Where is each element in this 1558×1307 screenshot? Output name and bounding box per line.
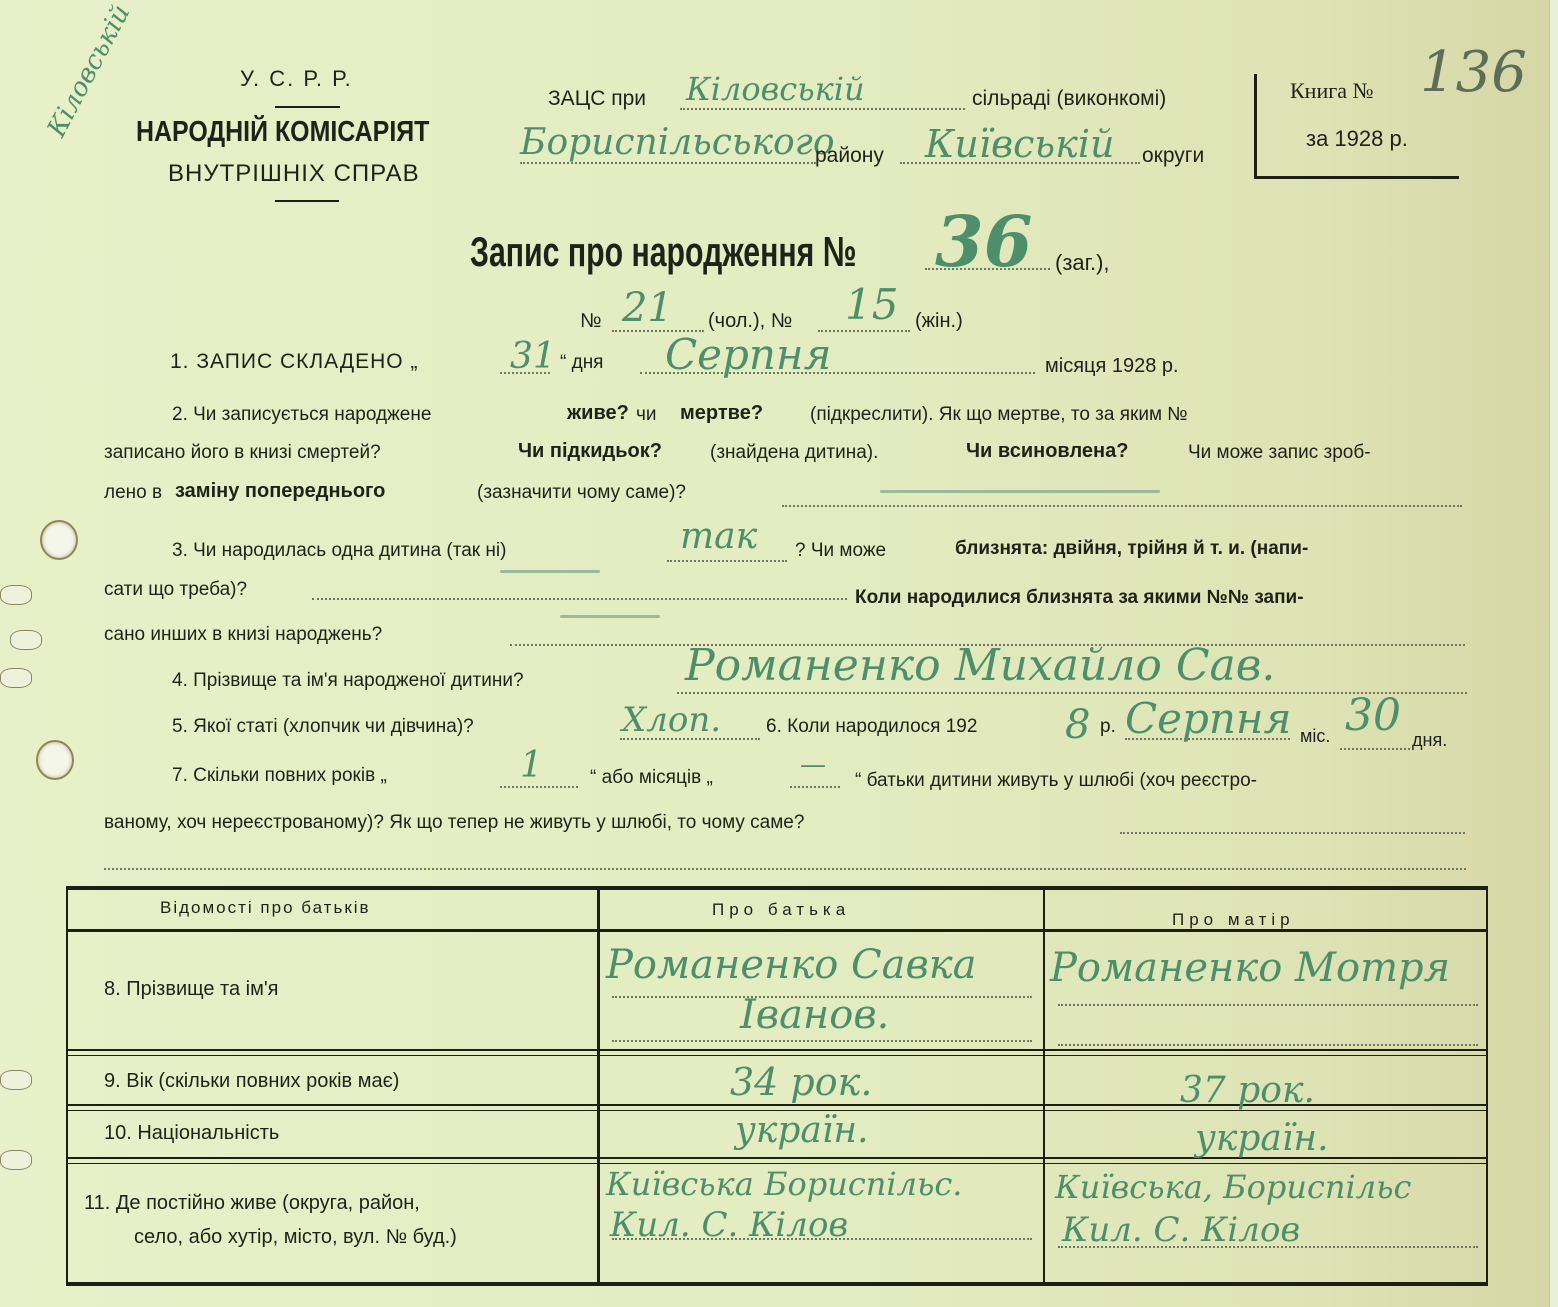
zags-label: ЗАЦС при: [548, 87, 647, 110]
q2-line3-a: лено в: [104, 482, 163, 503]
q2-line2-b: (знайдена дитина).: [710, 442, 879, 463]
divider: [275, 106, 340, 108]
book-year: за 1928 р.: [1306, 126, 1408, 151]
mother-residence-village: Кил. С. Кілов: [1062, 1210, 1301, 1250]
row-label: 8. Прізвище та ім'я: [104, 978, 279, 1000]
child-name: Романенко Михайло Сав.: [685, 640, 1276, 691]
male-number: 21: [622, 285, 673, 331]
book-box-border: [1254, 74, 1257, 178]
q3-twins: близнята: двійня, трійня й т. и. (напи-: [955, 538, 1309, 559]
torn-hole: [0, 1150, 32, 1170]
birth-day: 30: [1345, 690, 1401, 741]
q2-adopted: Чи всиновлена?: [966, 440, 1129, 462]
record-title: Запис про народження №: [470, 228, 857, 275]
q4-label: 4. Прізвище та ім'я народженої дитини?: [172, 670, 524, 691]
dash-stroke: [500, 570, 600, 573]
divider: [275, 200, 339, 202]
fill-line: [782, 505, 1462, 507]
fill-line: [1058, 1004, 1478, 1006]
fill-line: [612, 1040, 1032, 1042]
no-label: №: [580, 310, 602, 332]
column-header: Про матір: [1172, 910, 1295, 929]
q3-line2-a: сати що треба)?: [104, 579, 248, 600]
binding-hole: [40, 520, 78, 560]
mother-age: 37 рок.: [1180, 1070, 1315, 1111]
torn-hole: [0, 1070, 32, 1090]
table-border-right: [1486, 886, 1488, 1286]
fill-line: [104, 868, 1466, 870]
mother-name: Романенко Мотря: [1050, 945, 1451, 991]
q7-line1-a: 7. Скільки повних років „: [172, 765, 387, 786]
q7-line2: ваному, хоч нереєстрованому)? Як що тепер не живуть у шлюбі, то чому саме?: [104, 812, 805, 833]
female-label: (жін.): [915, 310, 963, 332]
record-suffix: (заг.),: [1055, 250, 1110, 275]
q2-dead-option[interactable]: мертве?: [680, 402, 764, 424]
dash-stroke: [880, 490, 1160, 493]
marriage-years: 1: [520, 745, 543, 786]
q1-day: 31: [510, 336, 556, 377]
q2-alive-option[interactable]: живе?: [567, 402, 629, 424]
fill-line: [925, 268, 1050, 270]
q2-line2-c: Чи може запис зроб-: [1188, 442, 1371, 463]
birth-year-digit: 8: [1065, 702, 1091, 748]
q2-replacement: заміну попереднього: [175, 480, 386, 502]
q3-line1-b: ? Чи може: [795, 540, 887, 561]
row-divider: [66, 1055, 1486, 1056]
q2-foundling: Чи підкидьок?: [518, 440, 662, 462]
binding-hole: [36, 740, 74, 780]
column-header: Відомості про батьків: [160, 898, 371, 917]
table-border-left: [66, 886, 68, 1284]
q6-day-label: дня.: [1412, 730, 1448, 750]
fill-line: [1120, 832, 1465, 834]
q2-line1-a: 2. Чи записується народжене: [172, 404, 432, 425]
book-number: 136: [1420, 40, 1527, 105]
q3-line1-a: 3. Чи народилась одна дитина (так ні): [172, 540, 507, 561]
father-residence-village: Кил. С. Кілов: [610, 1205, 849, 1245]
q2-line1-b: (підкреслити). Як що мертве, то за яким №: [810, 404, 1188, 425]
column-divider: [1043, 888, 1045, 1284]
fill-line: [680, 108, 965, 110]
q1-prefix: 1. ЗАПИС СКЛАДЕНО „: [170, 350, 419, 373]
male-label: (чол.), №: [708, 310, 793, 332]
row-label: село, або хутір, місто, вул. № буд.): [134, 1226, 457, 1248]
fill-line: [312, 598, 847, 600]
q2-or: чи: [636, 404, 657, 425]
book-label: Книга №: [1290, 78, 1374, 103]
father-residence: Київська Бориспільс.: [606, 1165, 963, 1203]
margin-note: Кіловській: [41, 0, 137, 143]
q1-suffix: місяця 1928 р.: [1045, 355, 1179, 377]
table-border-top: [66, 886, 1486, 890]
torn-hole: [0, 668, 32, 688]
republic-label: У. С. Р. Р.: [240, 66, 353, 91]
column-divider: [597, 888, 600, 1284]
q3-line3-a: сано инших в книзі народжень?: [104, 624, 383, 645]
fill-line: [1058, 1044, 1478, 1046]
birth-month: Серпня: [1125, 694, 1292, 743]
torn-hole: [0, 585, 32, 605]
column-header: Про батька: [712, 900, 851, 919]
q5-label: 5. Якої статі (хлопчик чи дівчина)?: [172, 716, 474, 737]
record-number: 36: [935, 200, 1033, 283]
page-edge: [1549, 0, 1558, 1307]
row-label: 9. Вік (скільки повних років має): [104, 1070, 400, 1092]
fill-line: [790, 786, 840, 788]
female-number: 15: [845, 280, 899, 329]
row-label: 10. Національність: [104, 1122, 280, 1144]
zags-value: Кіловській: [686, 70, 865, 108]
q2-line3-b: (зазначити чому саме)?: [477, 482, 686, 503]
q2-line2-a: записано його в книзі смертей?: [104, 442, 381, 463]
council-label: сільраді (виконкомі): [972, 87, 1167, 110]
q1-month: Серпня: [665, 330, 832, 379]
row-label: 11. Де постійно живе (округа, район,: [84, 1192, 420, 1214]
fill-line: [667, 560, 787, 562]
table-border-bottom: [66, 1282, 1488, 1286]
row-divider: [66, 1049, 1486, 1051]
fill-line: [818, 330, 910, 332]
father-nationality: україн.: [735, 1110, 869, 1151]
fill-line: [500, 786, 578, 788]
fill-line: [1340, 748, 1410, 750]
row-divider: [66, 1163, 1486, 1164]
q6-year-suffix: р.: [1100, 716, 1116, 737]
ministry-title: НАРОДНІЙ КОМІСАРІЯТ: [136, 116, 430, 148]
q6-label: 6. Коли народилося 192: [766, 716, 978, 737]
q1-day-label: “ дня: [560, 352, 604, 373]
mother-residence: Київська, Бориспільс: [1055, 1168, 1412, 1206]
q3-single-answer: так: [680, 516, 758, 557]
father-age: 34 рок.: [730, 1060, 873, 1104]
okrug-label: округи: [1142, 144, 1205, 167]
district-value: Бориспільського: [520, 122, 835, 163]
father-name: Романенко Савка: [606, 942, 977, 988]
district-label: району: [815, 144, 884, 167]
father-patronymic: Іванов.: [740, 992, 890, 1038]
q6-month-label: міс.: [1300, 726, 1331, 746]
torn-hole: [10, 630, 42, 650]
dash-stroke: [560, 615, 660, 618]
q3-line2-b: Коли народилися близнята за якими №№ запи-: [855, 587, 1304, 608]
q7-line1-b: “ або місяців „: [590, 767, 713, 788]
q7-line1-c: “ батьки дитини живуть у шлюбі (хоч реєстро-: [855, 770, 1257, 791]
ministry-subtitle: ВНУТРІШНІХ СПРАВ: [168, 160, 420, 187]
marriage-months: —: [800, 750, 826, 780]
mother-nationality: україн.: [1195, 1118, 1329, 1159]
okrug-value: Київській: [925, 122, 1115, 166]
book-box-border: [1254, 176, 1459, 179]
child-sex: Хлоп.: [622, 700, 722, 740]
